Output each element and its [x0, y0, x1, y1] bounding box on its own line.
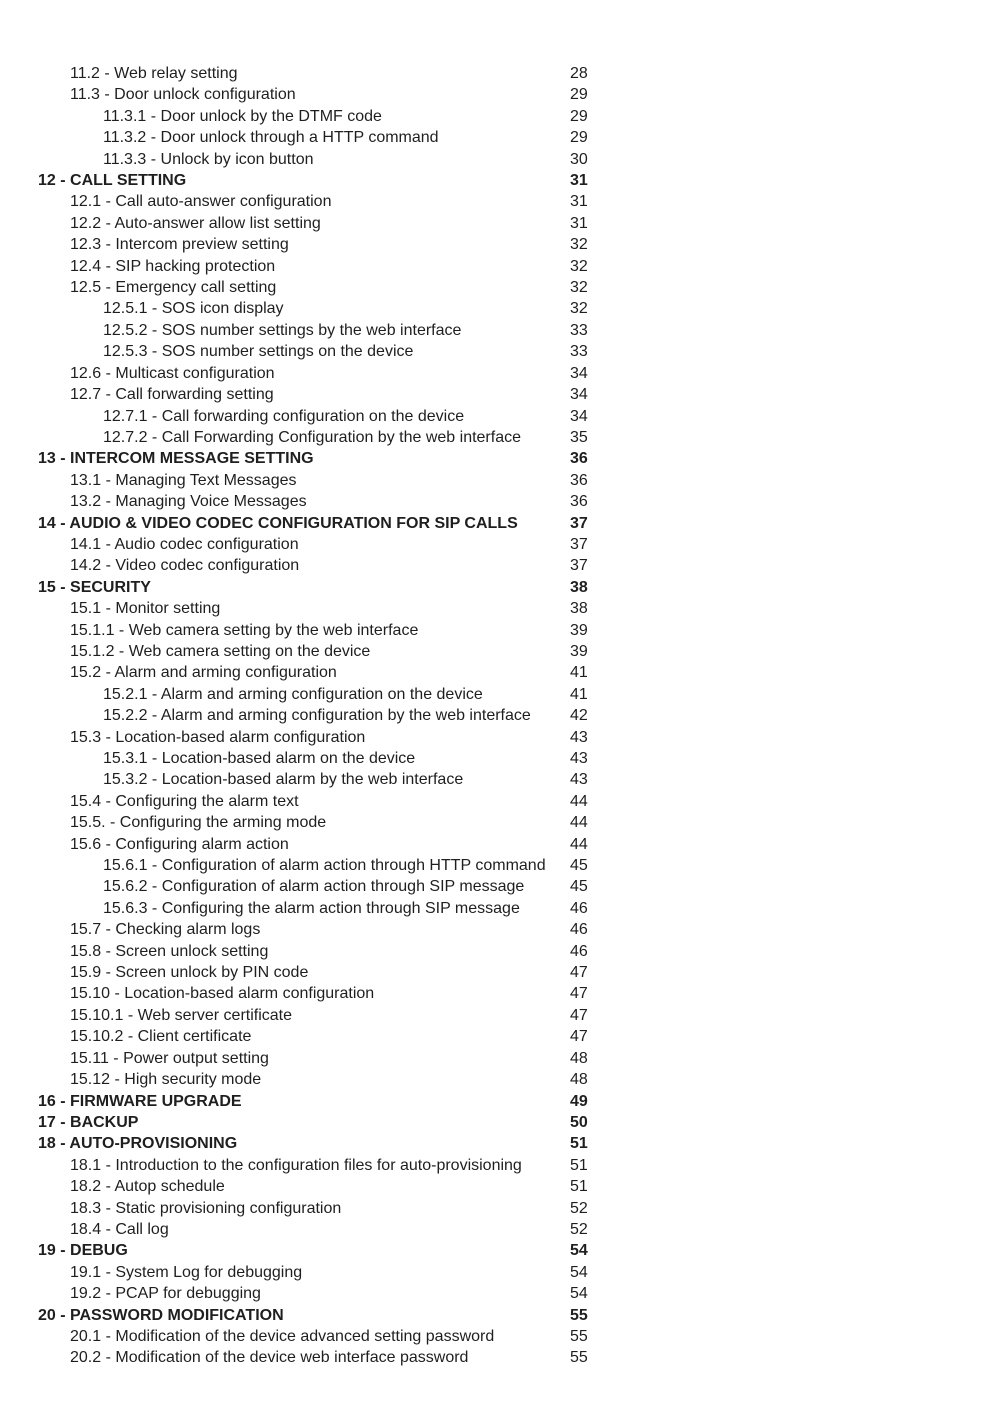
toc-subsection-entry: [0, 298, 993, 319]
toc-section-entry: [0, 727, 993, 748]
toc-subsection-entry: [0, 855, 993, 876]
toc-chapter-entry: [0, 1133, 993, 1154]
toc-entry-title: 13.1 - Managing Text Messages: [70, 471, 297, 489]
toc-entry-page-number: 54: [570, 1263, 588, 1281]
toc-entry-page-number: 46: [570, 921, 588, 939]
toc-entry-title: 15.3.2 - Location-based alarm by the web interface: [103, 771, 464, 789]
toc-entry-page-number: 42: [570, 707, 588, 725]
toc-entry-page-number: 54: [570, 1242, 588, 1260]
toc-subsection-entry: [0, 127, 993, 148]
toc-subsection-entry: [0, 341, 993, 362]
toc-entry-title: 15.4 - Configuring the alarm text: [70, 792, 299, 810]
toc-entry-page-number: 44: [570, 792, 588, 810]
toc-section-entry: [0, 1069, 993, 1090]
toc-entry-page-number: 52: [570, 1199, 588, 1217]
toc-subsection-entry: [0, 149, 993, 170]
toc-section-entry: [0, 277, 993, 298]
toc-entry-title: 12.7.1 - Call forwarding configuration on the device: [103, 407, 465, 425]
toc-subsection-entry: [0, 898, 993, 919]
toc-entry-title: 12.7.2 - Call Forwarding Configuration by the web interface: [103, 428, 521, 446]
toc-subsection-entry: [0, 320, 993, 341]
toc-entry-title: 12.1 - Call auto-answer configuration: [70, 193, 332, 211]
toc-entry-title: 12.4 - SIP hacking protection: [70, 257, 276, 275]
toc-entry-title: 17 - BACKUP: [38, 1113, 139, 1131]
toc-entry-page-number: 32: [570, 257, 588, 275]
toc-section-entry: [0, 1262, 993, 1283]
toc-entry-title: 12.7 - Call forwarding setting: [70, 386, 274, 404]
toc-entry-title: 13.2 - Managing Voice Messages: [70, 493, 307, 511]
toc-chapter-entry: [0, 1305, 993, 1326]
toc-entry-page-number: 45: [570, 857, 588, 875]
toc-entry-page-number: 51: [570, 1156, 588, 1174]
toc-chapter-entry: [0, 1091, 993, 1112]
toc-entry-title: 15.6 - Configuring alarm action: [70, 835, 289, 853]
toc-entry-page-number: 29: [570, 129, 588, 147]
toc-entry-title: 12 - CALL SETTING: [38, 172, 187, 190]
toc-entry-title: 15.6.1 - Configuration of alarm action through HTTP command: [103, 857, 546, 875]
toc-entry-page-number: 35: [570, 428, 588, 446]
toc-entry-title: 15.2 - Alarm and arming configuration: [70, 664, 337, 682]
toc-entry-page-number: 36: [570, 450, 588, 468]
toc-section-entry: [0, 598, 993, 619]
toc-section-entry: [0, 384, 993, 405]
toc-section-entry: [0, 1219, 993, 1240]
toc-entry-title: 12.3 - Intercom preview setting: [70, 236, 289, 254]
toc-entry-title: 12.5 - Emergency call setting: [70, 279, 277, 297]
toc-entry-page-number: 47: [570, 1006, 588, 1024]
toc-entry-page-number: 28: [570, 65, 588, 82]
toc-entry-page-number: 51: [570, 1178, 588, 1196]
toc-section-entry: [0, 662, 993, 683]
toc-entry-page-number: 47: [570, 985, 588, 1003]
toc-entry-title: 15.1.1 - Web camera setting by the web interface: [70, 621, 419, 639]
toc-section-entry: [0, 812, 993, 833]
toc-entry-title: 11.3.3 - Unlock by icon button: [103, 150, 314, 168]
toc-entry-page-number: 36: [570, 493, 588, 511]
toc-entry-title: 12.5.1 - SOS icon display: [103, 300, 284, 318]
toc-entry-title: 15.3.1 - Location-based alarm on the device: [103, 750, 416, 767]
toc-section-entry: [0, 491, 993, 512]
toc-entry-page-number: 29: [570, 107, 588, 125]
toc-section-entry: [0, 983, 993, 1004]
toc-section-entry: [0, 363, 993, 384]
toc-entry-title: 15.10 - Location-based alarm configuration: [70, 985, 375, 1003]
toc-entry-title: 18 - AUTO-PROVISIONING: [38, 1135, 238, 1153]
toc-entry-page-number: 29: [570, 86, 588, 104]
toc-section-entry: [0, 1347, 993, 1368]
toc-subsection-entry: [0, 748, 993, 769]
toc-entry-title: 15.6.3 - Configuring the alarm action through SIP message: [103, 899, 520, 917]
toc-entry-page-number: 37: [570, 557, 588, 575]
toc-entry-page-number: 39: [570, 621, 588, 639]
toc-entry-title: 15 - SECURITY: [38, 578, 151, 596]
toc-subsection-entry: [0, 106, 993, 127]
toc-entry-page-number: 33: [570, 321, 588, 339]
toc-subsection-entry: [0, 705, 993, 726]
toc-section-entry: [0, 213, 993, 234]
toc-section-entry: [0, 1283, 993, 1304]
toc-section-entry: [0, 791, 993, 812]
toc-section-entry: [0, 256, 993, 277]
toc-entry-page-number: 44: [570, 814, 588, 832]
toc-entry-title: 18.1 - Introduction to the configuration files for auto-provisioning: [70, 1156, 522, 1174]
toc-entry-page-number: 49: [570, 1092, 588, 1110]
toc-section-entry: [0, 1326, 993, 1347]
toc-entry-page-number: 48: [570, 1071, 588, 1089]
toc-section-entry: [0, 191, 993, 212]
toc-entry-title: 15.7 - Checking alarm logs: [70, 921, 261, 939]
toc-entry-title: 20 - PASSWORD MODIFICATION: [38, 1306, 284, 1324]
toc-entry-title: 15.11 - Power output setting: [70, 1049, 269, 1067]
toc-entry-page-number: 51: [570, 1135, 588, 1153]
toc-entry-page-number: 32: [570, 300, 588, 318]
toc-entry-page-number: 30: [570, 150, 588, 168]
toc-entry-title: 15.2.1 - Alarm and arming configuration on the device: [103, 685, 483, 703]
toc-entry-page-number: 52: [570, 1220, 588, 1238]
toc-entry-page-number: 47: [570, 1028, 588, 1046]
toc-entry-page-number: 43: [570, 728, 588, 746]
toc-entry-title: 15.5. - Configuring the arming mode: [70, 814, 327, 832]
toc-entry-title: 12.5.3 - SOS number settings on the device: [103, 343, 414, 361]
toc-entry-page-number: 34: [570, 407, 588, 425]
toc-entry-title: 15.1.2 - Web camera setting on the device: [70, 642, 371, 660]
toc-entry-page-number: 37: [570, 535, 588, 553]
toc-subsection-entry: [0, 684, 993, 705]
toc-entry-title: 15.8 - Screen unlock setting: [70, 942, 269, 960]
toc-entry-title: 20.2 - Modification of the device web interface password: [70, 1349, 469, 1367]
toc-entry-title: 12.2 - Auto-answer allow list setting: [70, 214, 321, 232]
toc-section-entry: [0, 962, 993, 983]
toc-entry-page-number: 33: [570, 343, 588, 361]
toc-entry-title: 18.2 - Autop schedule: [70, 1178, 225, 1196]
toc-entry-title: 11.3.1 - Door unlock by the DTMF code: [103, 107, 382, 125]
toc-entry-page-number: 50: [570, 1113, 588, 1131]
toc-entry-page-number: 46: [570, 899, 588, 917]
toc-entry-page-number: 55: [570, 1349, 588, 1367]
toc-entry-page-number: 38: [570, 578, 588, 596]
toc-entry-page-number: 39: [570, 642, 588, 660]
toc-entry-page-number: 34: [570, 386, 588, 404]
toc-section-entry: [0, 1026, 993, 1047]
toc-entry-title: 11.3.2 - Door unlock through a HTTP command: [103, 129, 439, 147]
toc-chapter-entry: [0, 1112, 993, 1133]
toc-entry-title: 18.3 - Static provisioning configuration: [70, 1199, 342, 1217]
toc-entry-title: 14 - AUDIO & VIDEO CODEC CONFIGURATION FOR SIP CALLS: [38, 514, 518, 532]
toc-chapter-entry: [0, 1240, 993, 1261]
toc-section-entry: [0, 834, 993, 855]
toc-entry-title: 18.4 - Call log: [70, 1220, 169, 1238]
toc-entry-page-number: 38: [570, 600, 588, 618]
toc-entry-page-number: 37: [570, 514, 588, 532]
toc-entry-title: 15.9 - Screen unlock by PIN code: [70, 964, 309, 982]
table-of-contents: [0, 63, 993, 1369]
toc-entry-title: 13 - INTERCOM MESSAGE SETTING: [38, 450, 314, 468]
toc-entry-page-number: 43: [570, 750, 588, 767]
toc-section-entry: [0, 470, 993, 491]
toc-entry-title: 15.1 - Monitor setting: [70, 600, 221, 618]
toc-entry-page-number: 47: [570, 964, 588, 982]
toc-entry-title: 19 - DEBUG: [38, 1242, 128, 1260]
toc-chapter-entry: [0, 448, 993, 469]
toc-section-entry: [0, 1198, 993, 1219]
toc-entry-title: 19.1 - System Log for debugging: [70, 1263, 303, 1281]
toc-subsection-entry: [0, 427, 993, 448]
toc-entry-page-number: 41: [570, 685, 588, 703]
toc-entry-page-number: 32: [570, 279, 588, 297]
toc-entry-page-number: 48: [570, 1049, 588, 1067]
toc-section-entry: [0, 620, 993, 641]
toc-entry-title: 12.6 - Multicast configuration: [70, 364, 275, 382]
toc-section-entry: [0, 641, 993, 662]
toc-entry-title: 15.3 - Location-based alarm configuration: [70, 728, 366, 746]
toc-entry-page-number: 54: [570, 1285, 588, 1303]
toc-entry-title: 15.10.1 - Web server certificate: [70, 1006, 293, 1024]
toc-section-entry: [0, 919, 993, 940]
toc-entry-title: 12.5.2 - SOS number settings by the web interface: [103, 321, 462, 339]
toc-entry-page-number: 32: [570, 236, 588, 254]
toc-entry-title: 15.2.2 - Alarm and arming configuration by the web interface: [103, 707, 531, 725]
toc-chapter-entry: [0, 577, 993, 598]
toc-chapter-entry: [0, 513, 993, 534]
toc-subsection-entry: [0, 406, 993, 427]
toc-subsection-entry: [0, 876, 993, 897]
toc-entry-page-number: 36: [570, 471, 588, 489]
toc-entry-page-number: 34: [570, 364, 588, 382]
toc-entry-title: 15.6.2 - Configuration of alarm action through SIP message: [103, 878, 525, 896]
toc-entry-title: 14.1 - Audio codec configuration: [70, 535, 299, 553]
toc-section-entry: [0, 1155, 993, 1176]
toc-section-entry: [0, 555, 993, 576]
toc-entry-title: 16 - FIRMWARE UPGRADE: [38, 1092, 242, 1110]
toc-entry-title: 14.2 - Video codec configuration: [70, 557, 300, 575]
toc-subsection-entry: [0, 769, 993, 790]
toc-section-entry: [0, 63, 993, 84]
toc-section-entry: [0, 84, 993, 105]
toc-section-entry: [0, 941, 993, 962]
toc-entry-page-number: 46: [570, 942, 588, 960]
toc-entry-title: 19.2 - PCAP for debugging: [70, 1285, 261, 1303]
toc-section-entry: [0, 534, 993, 555]
toc-entry-title: 11.2 - Web relay setting: [70, 65, 238, 82]
toc-entry-title: 20.1 - Modification of the device advanced setting password: [70, 1327, 495, 1345]
toc-entry-page-number: 55: [570, 1306, 588, 1324]
toc-entry-title: 11.3 - Door unlock configuration: [70, 86, 296, 104]
toc-section-entry: [0, 234, 993, 255]
toc-entry-page-number: 31: [570, 214, 588, 232]
toc-entry-page-number: 31: [570, 172, 588, 190]
toc-section-entry: [0, 1176, 993, 1197]
toc-entry-page-number: 55: [570, 1327, 588, 1345]
toc-chapter-entry: [0, 170, 993, 191]
toc-entry-page-number: 45: [570, 878, 588, 896]
toc-section-entry: [0, 1048, 993, 1069]
toc-section-entry: [0, 1005, 993, 1026]
toc-entry-page-number: 44: [570, 835, 588, 853]
toc-entry-title: 15.10.2 - Client certificate: [70, 1028, 252, 1046]
toc-entry-page-number: 41: [570, 664, 588, 682]
toc-entry-page-number: 43: [570, 771, 588, 789]
toc-entry-page-number: 31: [570, 193, 588, 211]
toc-entry-title: 15.12 - High security mode: [70, 1071, 262, 1089]
